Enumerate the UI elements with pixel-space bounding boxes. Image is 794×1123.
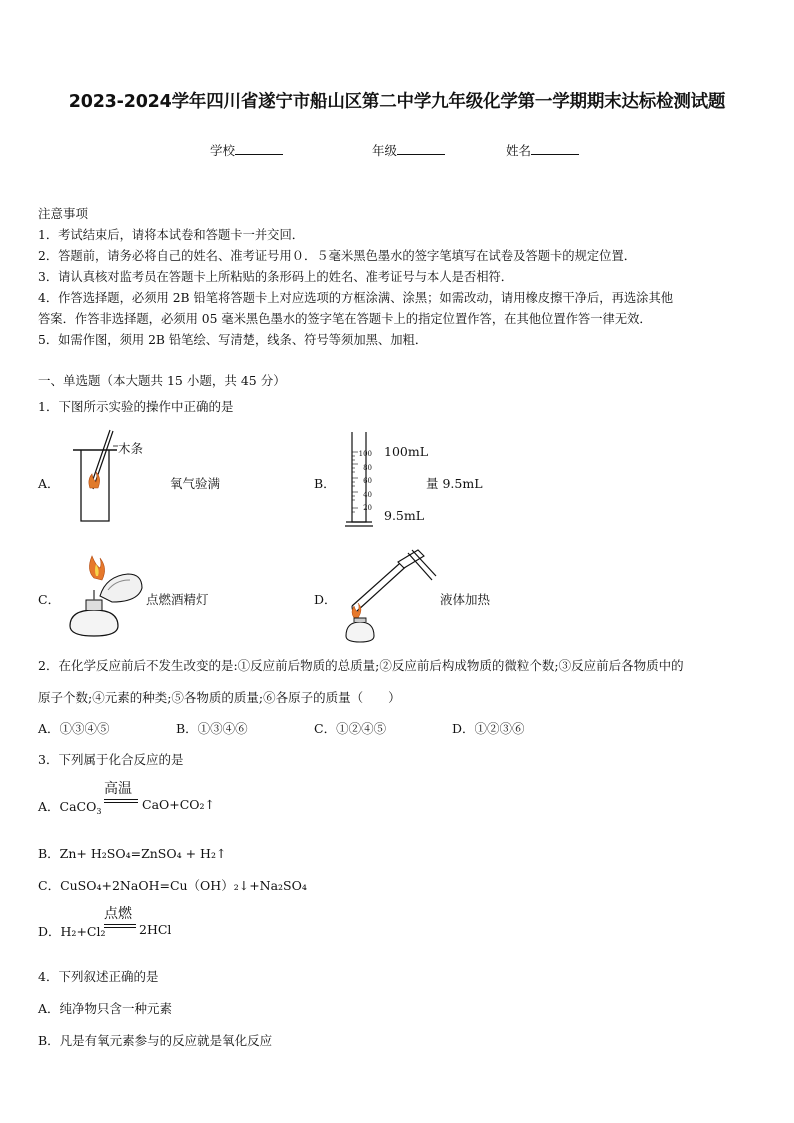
school-blank [235, 142, 283, 155]
q3-a-product: CaO+CO₂↑ [142, 797, 216, 812]
q3-d-label: D． [38, 924, 61, 939]
q1-b-bottom-label: 9.5mL [384, 508, 425, 523]
q3-d-arrow [104, 924, 136, 925]
q1-option-d-label: D． [314, 592, 337, 607]
q1-option-b-label: B． [314, 476, 336, 491]
grade-blank [397, 142, 445, 155]
grade-field [372, 141, 445, 159]
q1-option-a-label: A． [38, 476, 60, 491]
school-field [210, 141, 283, 159]
section-heading: 一、单选题（本大题共 15 小题，共 45 分） [38, 373, 286, 388]
school-label: 学校 [210, 143, 236, 158]
q3-option-a [38, 797, 101, 816]
q2-option-b: B．①③④⑥ [176, 721, 248, 736]
q3-d-arrow [104, 927, 136, 928]
q3-d-condition: 点燃 [104, 906, 132, 922]
notice-item: 3．请认真核对监考员在答题卡上所粘贴的条形码上的姓名、准考证号与本人是否相符． [38, 270, 514, 284]
q1-a-tag: 木条 [118, 441, 144, 456]
grade-label: 年级 [372, 143, 398, 158]
q1-a-caption: 氧气验满 [170, 476, 221, 491]
liquid-heating-icon [342, 548, 438, 644]
q3-a-label: A． [38, 799, 60, 814]
q2-option-a: A．①③④⑤ [38, 721, 110, 736]
q1-d-caption: 液体加热 [440, 592, 491, 607]
cylinder-scale [357, 448, 372, 516]
cylinder-tick-label: 80 [363, 463, 372, 472]
q3-option-c: C．CuSO₄+2NaOH=Cu（OH）₂↓+Na₂SO₄ [38, 878, 307, 893]
cylinder-tick-label: 20 [363, 504, 372, 512]
cylinder-tick-label: 40 [363, 490, 372, 499]
cylinder-tick-label: 60 [363, 477, 372, 485]
alcohol-lamp-lighting-icon [64, 550, 146, 642]
q3-option-b: B．Zn+ H₂SO₄=ZnSO₄ + H₂↑ [38, 846, 227, 861]
question-1-stem: 1．下图所示实验的操作中正确的是 [38, 399, 234, 414]
q4-option-b: B．凡是有氧元素参与的反应就是氧化反应 [38, 1033, 273, 1048]
q3-option-d [38, 922, 106, 940]
q1-b-top-label: 100mL [384, 444, 429, 459]
q3-d-product: 2HCl [139, 922, 172, 937]
notice-item: 4．作答选择题，必须用 2B 铅笔将答题卡上对应选项的方框涂满、涂黑；如需改动，请用橡皮擦干净后，再选涂其他 [38, 291, 674, 305]
q2-option-c: C．①②④⑤ [314, 721, 387, 736]
question-3-stem: 3．下列属于化合反应的是 [38, 752, 184, 767]
notice-item: 2．答题前，请务必将自己的姓名、准考证号用０．５毫米黑色墨水的签字笔填写在试卷及答题卡的规定位置． [38, 249, 637, 263]
q1-b-caption: 量 9.5mL [426, 476, 483, 491]
q3-a-arrow [104, 799, 138, 800]
q3-a-condition: 高温 [104, 781, 132, 797]
name-blank [531, 142, 579, 155]
q1-c-caption: 点燃酒精灯 [146, 592, 209, 607]
q3-a-subscript: 3 [96, 807, 102, 816]
q3-a-arrow [104, 802, 138, 803]
notice-item: 答案．作答非选择题，必须用 05 毫米黑色墨水的签字笔在答题卡上的指定位置作答，在其他位置作答一律无效． [38, 312, 652, 326]
question-2-line-2: 原子个数;④元素的种类;⑤各物质的质量;⑥各原子的质量（ ） [38, 690, 401, 705]
notice-item: 5．如需作图，须用 2B 铅笔绘、写清楚，线条、符号等须加黑、加粗． [38, 333, 428, 347]
notice-heading: 注意事项 [38, 206, 89, 221]
question-2-line-1: 2．在化学反应前后不发生改变的是:①反应前后物质的总质量;②反应前后构成物质的微粒个数;③反应前后各物质中的 [38, 658, 684, 673]
name-field [506, 141, 579, 159]
page-title: 2023-2024学年四川省遂宁市船山区第二中学九年级化学第一学期期末达标检测试题 [68, 92, 726, 112]
q2-option-d: D．①②③⑥ [452, 721, 525, 736]
q3-a-reactant: CaCO [59, 799, 97, 814]
name-label: 姓名 [506, 143, 532, 158]
q1-option-c-label: C． [38, 592, 61, 607]
q3-d-reactant: H₂+Cl₂ [60, 924, 106, 939]
question-4-stem: 4．下列叙述正确的是 [38, 969, 159, 984]
notice-item: 1．考试结束后，请将本试卷和答题卡一并交回． [38, 228, 305, 242]
cylinder-tick-label: 100 [358, 450, 372, 458]
q4-option-a: A．纯净物只含一种元素 [38, 1001, 173, 1016]
